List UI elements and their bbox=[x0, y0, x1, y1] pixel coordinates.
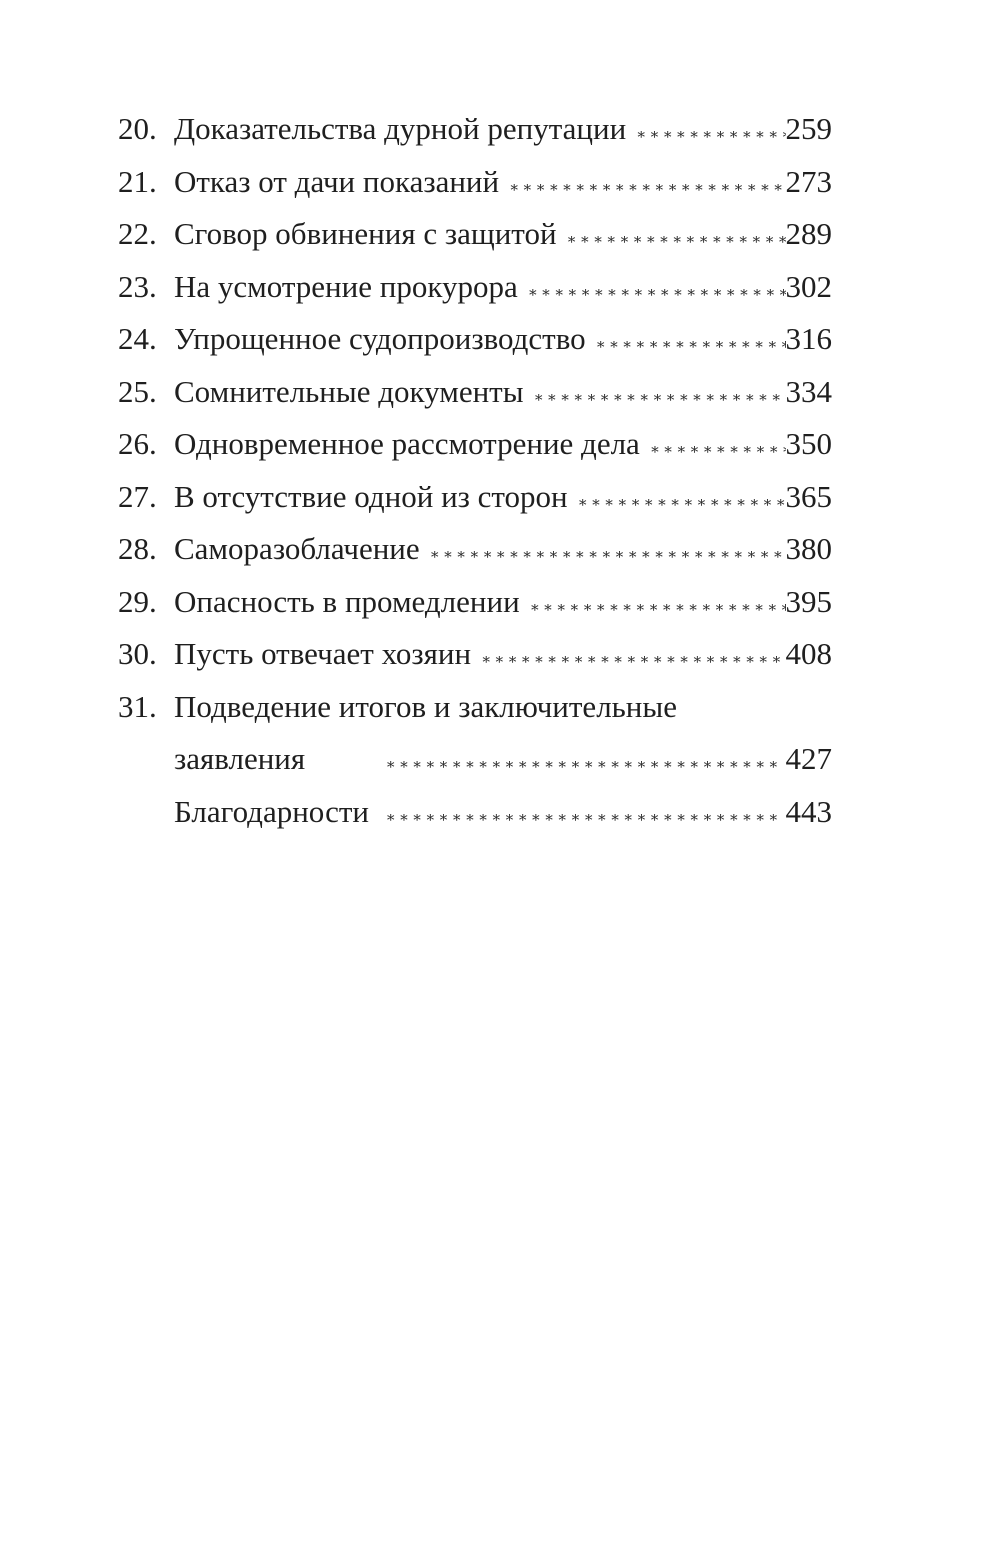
page-number: 443 bbox=[785, 793, 832, 829]
toc-entry-20[interactable] bbox=[118, 103, 832, 156]
toc-entry-31-continued[interactable] bbox=[118, 733, 832, 786]
dot-leader bbox=[640, 424, 786, 477]
dot-leader bbox=[499, 162, 785, 215]
chapter-number: 22. bbox=[118, 216, 157, 251]
page-number: 273 bbox=[785, 163, 832, 199]
table-of-contents bbox=[118, 103, 832, 838]
chapter-number: 23. bbox=[118, 268, 157, 304]
dot-leader bbox=[520, 582, 786, 635]
page-number: 289 bbox=[785, 216, 832, 251]
toc-entry-30[interactable] bbox=[118, 628, 832, 681]
chapter-number: 31. bbox=[118, 688, 157, 724]
chapter-title: Доказательства дурной репутации bbox=[174, 111, 627, 146]
dot-leader bbox=[524, 372, 786, 425]
chapter-title: Пусть отвечает хозяин bbox=[174, 636, 472, 671]
chapter-number: 26. bbox=[118, 426, 157, 461]
toc-entry-28[interactable] bbox=[118, 523, 832, 576]
page-number: 427 bbox=[785, 741, 832, 776]
acknowledgements-title: Благодарности bbox=[174, 793, 369, 829]
page-number: 408 bbox=[785, 636, 832, 671]
chapter-number: 28. bbox=[118, 531, 157, 566]
dot-leader bbox=[586, 319, 786, 372]
chapter-title: На усмотрение прокурора bbox=[174, 268, 518, 304]
chapter-title: Одновременное рассмотрение дела bbox=[174, 426, 640, 461]
toc-entry-24[interactable] bbox=[118, 313, 832, 366]
chapter-number: 30. bbox=[118, 636, 157, 671]
page-number: 259 bbox=[785, 111, 832, 146]
chapter-number: 25. bbox=[118, 373, 157, 409]
chapter-number: 21. bbox=[118, 163, 157, 199]
dot-leader bbox=[420, 529, 786, 582]
dot-leader bbox=[369, 792, 786, 845]
dot-leader bbox=[568, 477, 786, 530]
chapter-title: Отказ от дачи показаний bbox=[174, 163, 500, 199]
dot-leader bbox=[557, 214, 786, 267]
dot-leader bbox=[471, 634, 785, 687]
chapter-title: Упрощенное судопроизводство bbox=[174, 321, 586, 356]
page-number: 380 bbox=[785, 531, 832, 566]
chapter-title: Опасность в промедлении bbox=[174, 583, 520, 619]
page-number: 365 bbox=[785, 478, 832, 514]
page-number: 316 bbox=[785, 321, 832, 356]
chapter-title: Сговор обвинения с защитой bbox=[174, 216, 557, 251]
toc-entry-29[interactable] bbox=[118, 576, 832, 629]
dot-leader bbox=[305, 739, 785, 792]
chapter-number: 24. bbox=[118, 321, 157, 356]
dot-leader bbox=[626, 109, 785, 162]
chapter-title-line-1: Подведение итогов и заключительные bbox=[174, 688, 677, 724]
toc-entry-25[interactable] bbox=[118, 366, 832, 419]
page-number: 350 bbox=[785, 426, 832, 461]
page-number: 302 bbox=[785, 268, 832, 304]
chapter-title-line-2: заявления bbox=[174, 741, 306, 776]
toc-entry-acknowledgements[interactable] bbox=[118, 786, 832, 839]
chapter-title: В отсутствие одной из сторон bbox=[174, 478, 568, 514]
toc-entry-31[interactable] bbox=[118, 681, 832, 734]
toc-entry-26[interactable] bbox=[118, 418, 832, 471]
dot-leader bbox=[518, 267, 786, 320]
toc-entry-22[interactable] bbox=[118, 208, 832, 261]
page-number: 334 bbox=[785, 373, 832, 409]
chapter-number: 20. bbox=[118, 111, 157, 146]
page-number: 395 bbox=[785, 583, 832, 619]
toc-entry-23[interactable] bbox=[118, 261, 832, 314]
chapter-title: Саморазоблачение bbox=[174, 531, 420, 566]
chapter-number: 27. bbox=[118, 478, 157, 514]
chapter-title: Сомнительные документы bbox=[174, 373, 524, 409]
toc-entry-21[interactable] bbox=[118, 156, 832, 209]
toc-entry-27[interactable] bbox=[118, 471, 832, 524]
chapter-number: 29. bbox=[118, 583, 157, 619]
